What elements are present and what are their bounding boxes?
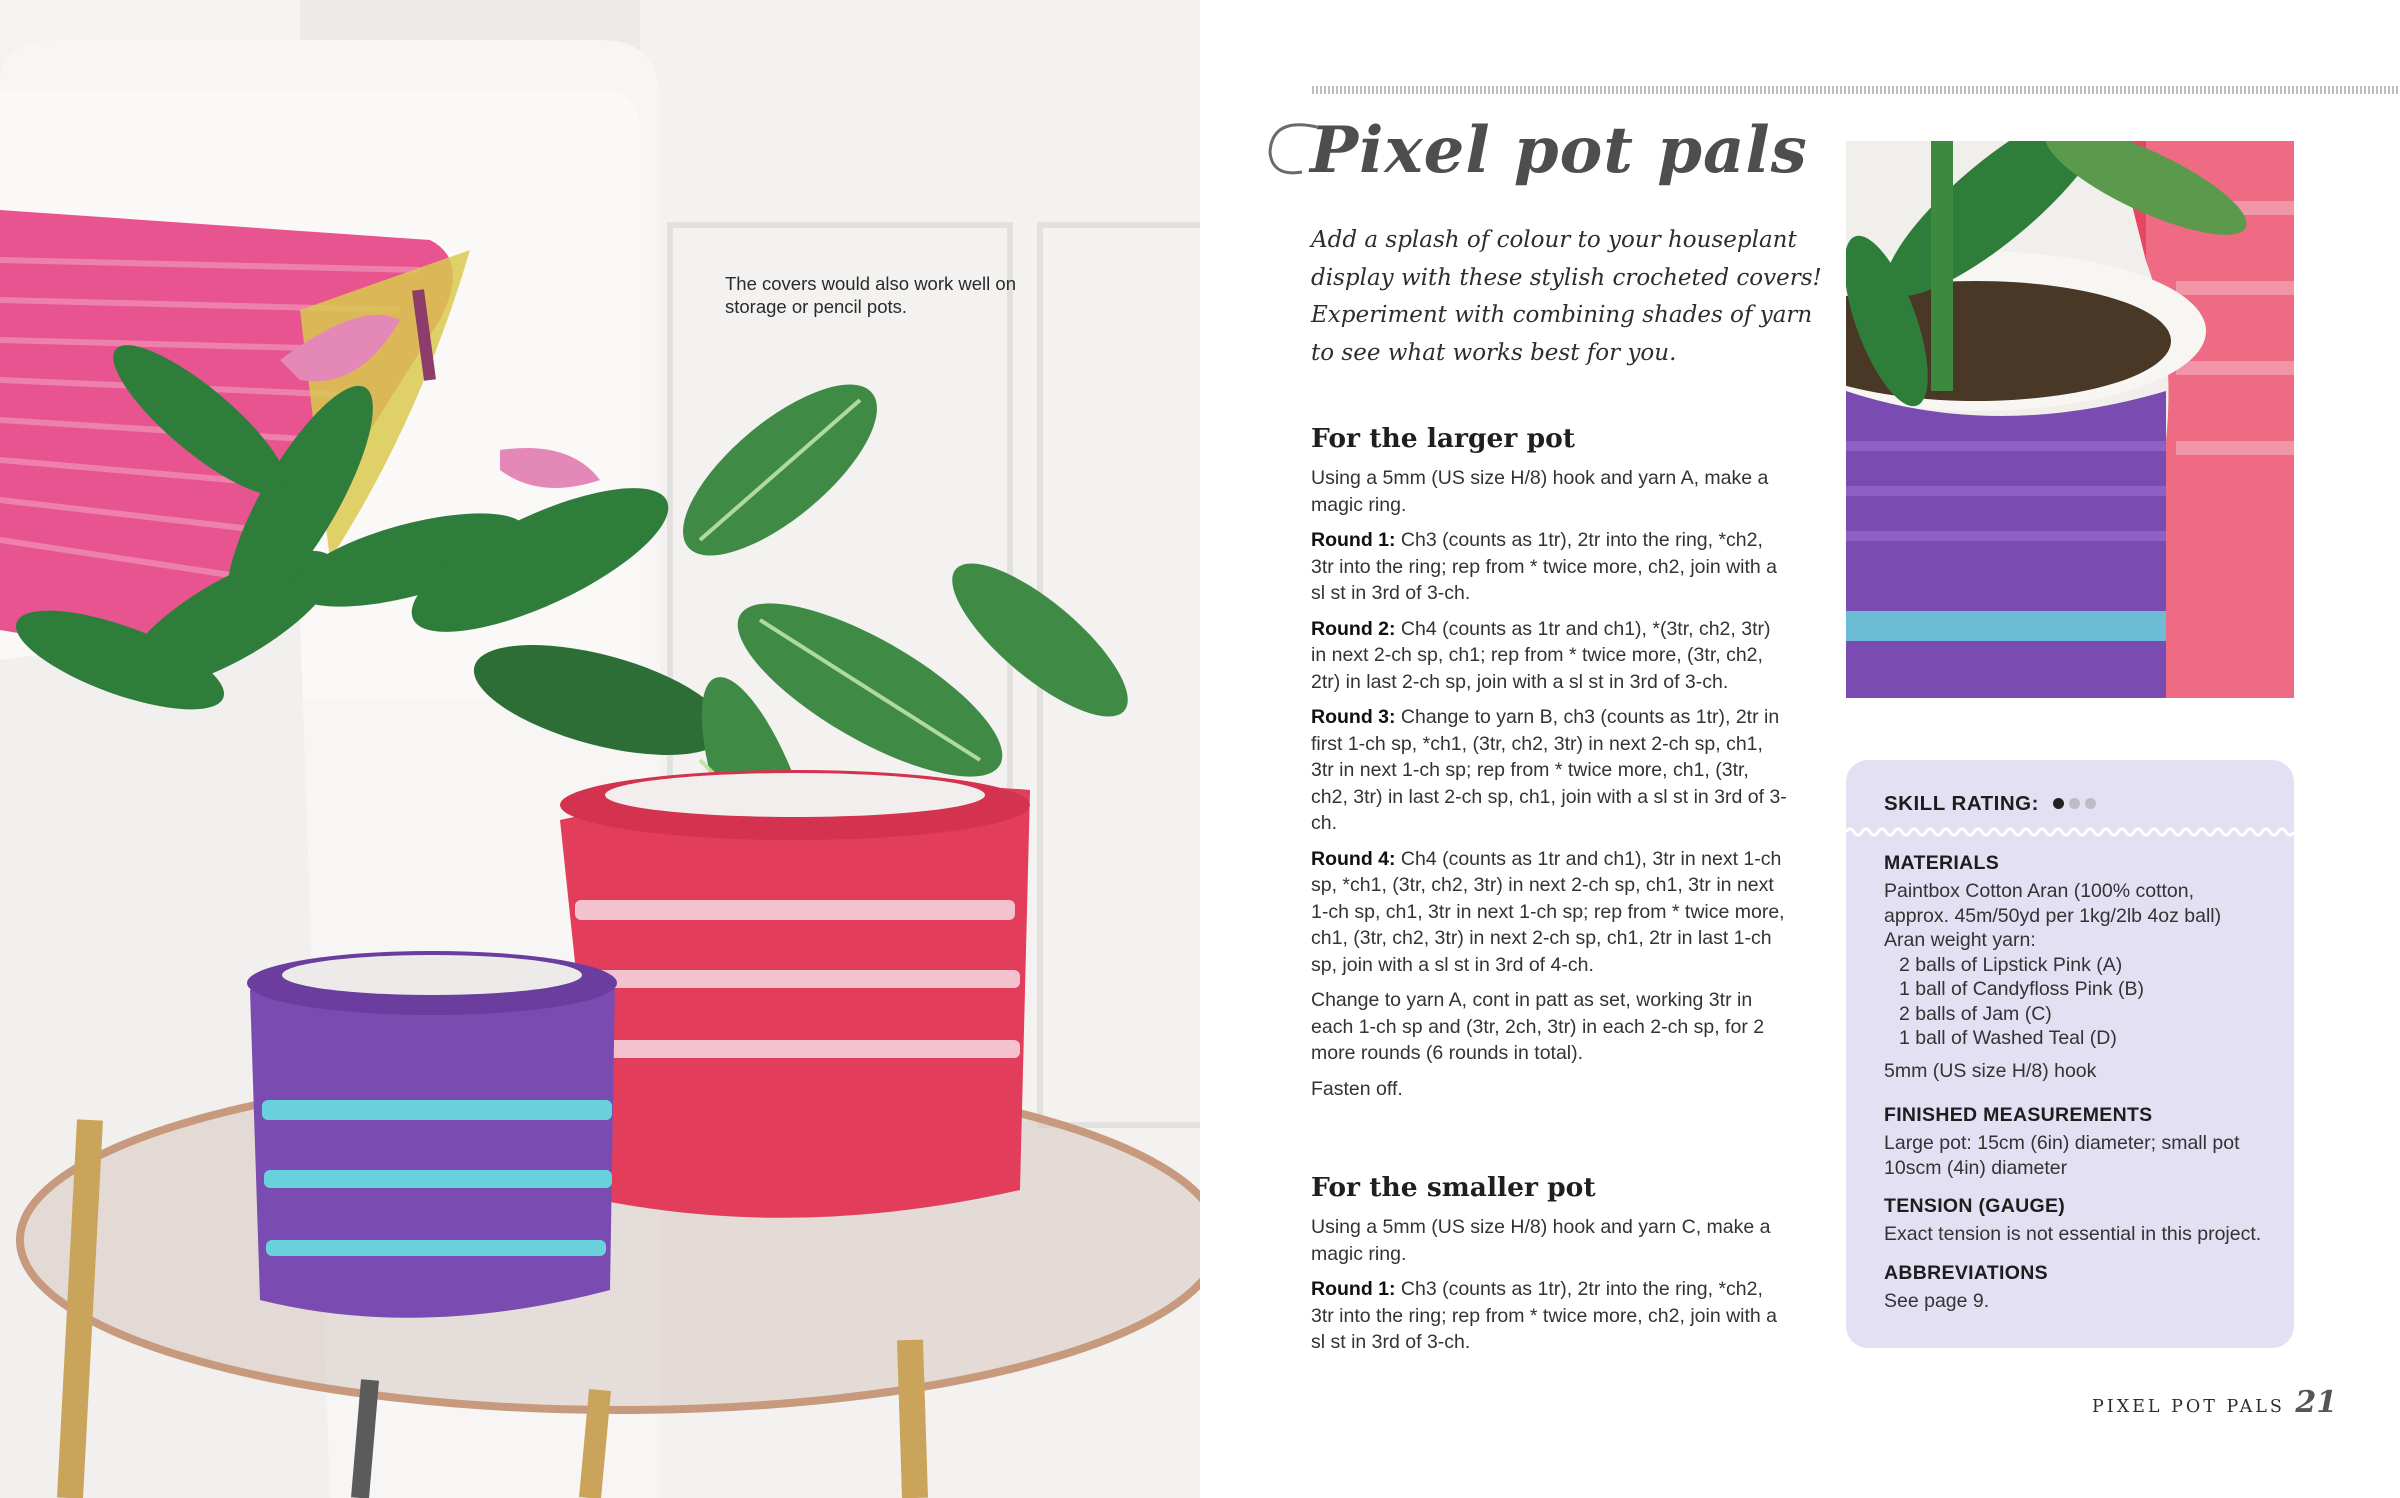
materials-line: Paintbox Cotton Aran (100% cotton, — [1884, 880, 2195, 902]
abbreviations-heading: ABBREVIATIONS — [1884, 1262, 2048, 1284]
round-text: Ch3 (counts as 1tr), 2tr into the ring, *ch2, 3tr into the ring; rep from * twice more, ch2, join with a sl st in 3rd of 3-ch. — [1311, 1278, 1778, 1353]
smaller-pot-intro: Using a 5mm (US size H/8) hook and yarn C, make a magic ring. — [1311, 1216, 1771, 1265]
wavy-divider — [1846, 825, 2294, 839]
yarn-item: 1 ball of Washed Teal (D) — [1899, 1027, 2117, 1049]
yarn-item: 2 balls of Lipstick Pink (A) — [1899, 953, 2123, 976]
page-footer — [2092, 1385, 2337, 1420]
page-number: 21 — [2295, 1385, 2338, 1420]
rating-dot-filled — [2053, 798, 2064, 809]
round-label: Round 2: — [1311, 617, 1396, 640]
round-4 — [1311, 846, 1791, 979]
materials-heading: MATERIALS — [1884, 852, 1999, 874]
larger-pot-heading: For the larger pot — [1311, 423, 1576, 454]
skill-rating — [1884, 792, 2096, 816]
round-1 — [1311, 527, 1791, 607]
rating-dot-empty — [2085, 798, 2096, 809]
materials-line: Aran weight yarn: — [1884, 929, 2036, 951]
round-text: Change to yarn B, ch3 (counts as 1tr), 2tr in first 1-ch sp, *ch1, (3tr, ch2, 3tr) in next 2-ch sp, ch1, 3tr in next 1-ch sp; rep from * twice more, ch1, (3tr, ch2, 3tr) in last 2-ch sp, ch1, join with a sl st in 3rd of 3-ch. — [1311, 706, 1787, 834]
fasten-off: Fasten off. — [1311, 1077, 1403, 1100]
top-dotted-rule — [1312, 86, 2400, 94]
hook-size: 5mm (US size H/8) hook — [1884, 1059, 2097, 1082]
round-label: Round 1: — [1311, 1278, 1396, 1300]
yarn-item: 2 balls of Jam (C) — [1899, 1002, 2052, 1025]
round-2 — [1311, 616, 1791, 696]
running-footer: PIXEL POT PALS — [2092, 1397, 2285, 1417]
measurements-heading: FINISHED MEASUREMENTS — [1884, 1104, 2153, 1126]
materials-line: approx. 45m/50yd per 1kg/2lb 4oz ball) — [1884, 904, 2222, 927]
measurements-text: Large pot: 15cm (6in) diameter; small pot 10scm (4in) diameter — [1884, 1132, 2240, 1179]
round-3 — [1311, 704, 1791, 837]
round-label: Round 3: — [1311, 706, 1396, 728]
detail-photo — [1846, 141, 2294, 698]
larger-pot-intro: Using a 5mm (US size H/8) hook and yarn A, make a magic ring. — [1311, 467, 1769, 516]
round-text: Ch3 (counts as 1tr), 2tr into the ring, *ch2, 3tr into the ring; rep from * twice more, ch2, join with a sl st in 3rd of 3-ch. — [1311, 529, 1778, 604]
round-1 — [1311, 1276, 1791, 1356]
tension-heading: TENSION (GAUGE) — [1884, 1195, 2066, 1217]
tension-text: Exact tension is not essential in this project. — [1884, 1223, 2262, 1245]
photo-caption: The covers would also work well on storage or pencil pots. — [725, 273, 1016, 317]
round-text: Ch4 (counts as 1tr and ch1), 3tr in next 1-ch sp, *ch1, (3tr, ch2, 3tr) in next 2-ch sp, ch1, 3tr in next 1-ch sp, ch1, 3tr in next 1-ch sp; rep from * twice more, ch1, (3tr, ch2, 3tr) in next 2-ch sp, ch1, 2tr in last 1-ch sp, join with a sl st in 3rd of 4-ch. — [1311, 847, 1785, 976]
materials-list — [1884, 879, 2274, 1083]
yarn-item: 1 ball of Candyfloss Pink (B) — [1899, 978, 2144, 1000]
title-text: Pixel pot pals — [1310, 113, 1808, 188]
materials-panel — [1846, 760, 2294, 1348]
detail-photo-illustration — [1846, 141, 2294, 698]
larger-pot-instructions — [1311, 465, 1791, 1111]
round-label: Round 1: — [1311, 529, 1396, 551]
continue-text: Change to yarn A, cont in patt as set, working 3tr in each 1-ch sp and (3tr, 2ch, 3tr) in each 2-ch sp, for 2 more rounds (6 rounds in total). — [1311, 989, 1765, 1064]
skill-rating-dots — [2045, 792, 2096, 815]
intro-paragraph: Add a splash of colour to your houseplant display with these stylish crocheted covers! Experiment with combining shades of yarn to see what works best for you. — [1311, 227, 1822, 366]
abbreviations-text: See page 9. — [1884, 1290, 1990, 1312]
round-text: Ch4 (counts as 1tr and ch1), *(3tr, ch2, 3tr) in next 2-ch sp, ch1; rep from * twice more, (3tr, ch2, 2tr) in last 2-ch sp, join with a sl st in 3rd of 3-ch. — [1311, 617, 1771, 693]
smaller-pot-heading: For the smaller pot — [1311, 1172, 1596, 1203]
skill-rating-label: SKILL RATING: — [1884, 792, 2039, 815]
round-label: Round 4: — [1311, 847, 1396, 870]
page-title — [1262, 95, 1822, 215]
smaller-pot-instructions — [1311, 1214, 1791, 1365]
rating-dot-empty — [2069, 798, 2080, 809]
